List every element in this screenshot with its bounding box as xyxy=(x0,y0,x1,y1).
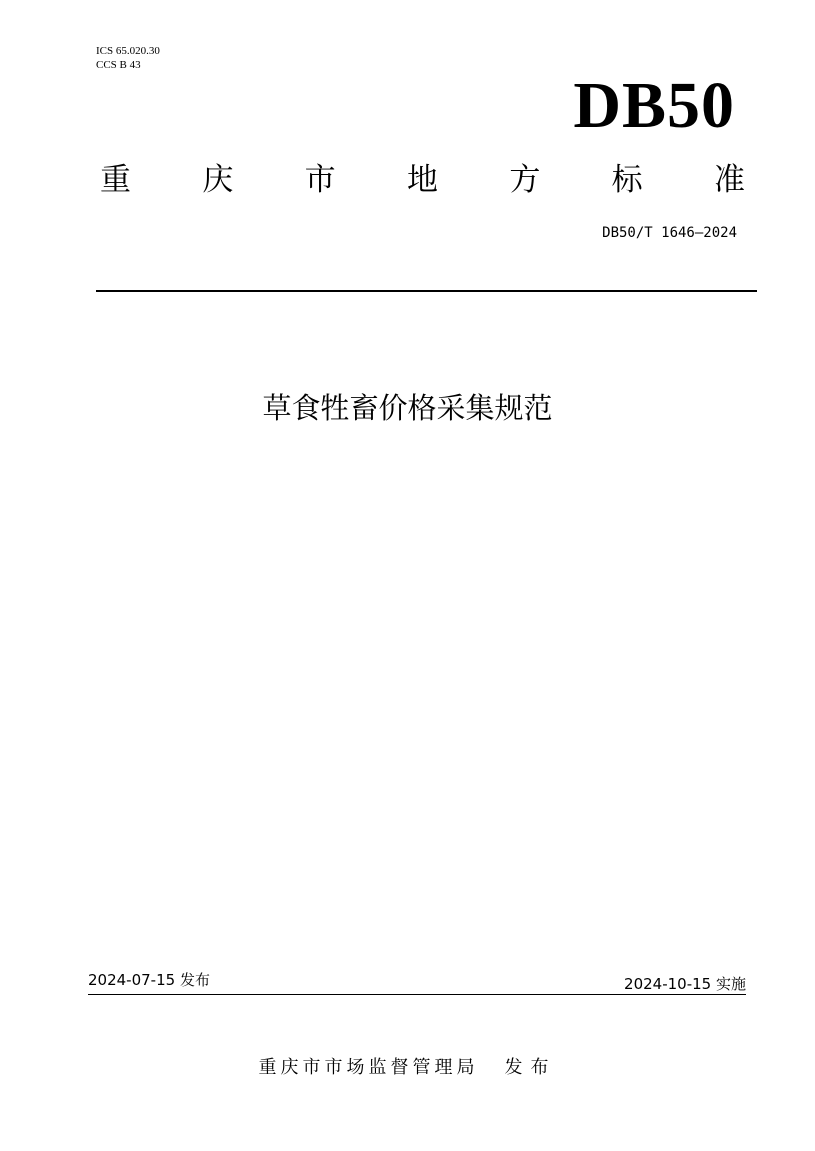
publisher-action: 发布 xyxy=(504,1057,557,1078)
standard-type-heading xyxy=(100,160,745,200)
classification-codes xyxy=(96,44,160,72)
standard-code: DB50/T 1646—2024 xyxy=(602,225,737,241)
implementation-date: 2024-10-15 实施 xyxy=(624,975,746,993)
standard-type-char: 准 xyxy=(713,162,745,198)
standard-type-char: 重 xyxy=(100,162,131,198)
date-row xyxy=(88,970,746,992)
document-title: 草食牲畜价格采集规范 xyxy=(262,391,553,425)
standard-type-char: 市 xyxy=(304,162,336,198)
header-divider xyxy=(96,290,757,292)
publisher-line xyxy=(0,1056,815,1080)
standard-type-char: 庆 xyxy=(202,162,234,198)
footer-divider xyxy=(88,994,746,995)
standard-mark: DB50 xyxy=(573,69,735,142)
ics-code: ICS 65.020.30 xyxy=(96,45,160,57)
standard-type-char: 标 xyxy=(611,162,643,198)
publisher-organization: 重庆市市场监督管理局 xyxy=(258,1057,479,1078)
standard-type-char: 方 xyxy=(509,162,541,198)
ccs-code: CCS B 43 xyxy=(96,59,141,71)
issue-date: 2024-07-15 发布 xyxy=(88,971,210,989)
standard-type-char: 地 xyxy=(406,162,438,198)
